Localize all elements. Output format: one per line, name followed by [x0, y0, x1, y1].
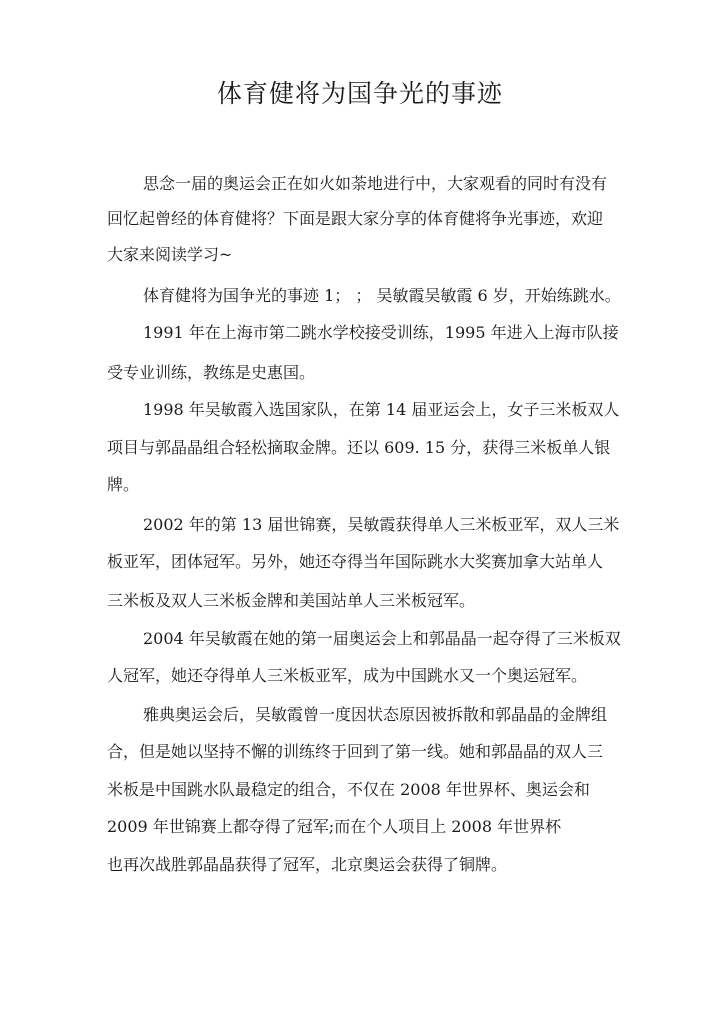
paragraph-line: 三米板及双人三米板金牌和美国站单人三米板冠军。	[107, 591, 476, 610]
paragraph-line: 1998 年吴敏霞入选国家队，在第 14 届亚运会上，女子三米板双人	[143, 400, 620, 419]
paragraph-line: 雅典奥运会后，吴敏霞曾一度因状态原因被拆散和郭晶晶的金牌组	[143, 705, 608, 724]
paragraph-line: 人冠军，她还夺得单人三米板亚军，成为中国跳水又一个奥运冠军。	[107, 666, 588, 685]
paragraph-line: 也再次战胜郭晶晶获得了冠军，北京奥运会获得了铜牌。	[107, 855, 508, 874]
paragraph-line: 2009 年世锦赛上都夺得了冠军;而在个人项目上 2008 年世界杯	[107, 817, 562, 836]
paragraph-line: 项目与郭晶晶组合轻松摘取金牌。还以 609. 15 分，获得三米板单人银	[107, 438, 611, 457]
paragraph-line: 牌。	[107, 475, 140, 494]
paragraph-line: 受专业训练，教练是史惠国。	[107, 363, 316, 382]
paragraph-line: 合，但是她以坚持不懈的训练终于回到了第一线。她和郭晶晶的双人三	[107, 742, 604, 761]
paragraph-line: 大家来阅读学习~	[107, 245, 233, 264]
paragraph-line: 米板是中国跳水队最稳定的组合，不仅在 2008 年世界杯、奥运会和	[107, 780, 590, 799]
document-title: 体育健将为国争光的事迹	[216, 79, 503, 108]
paragraph-line: 2004 年吴敏霞在她的第一届奥运会上和郭晶晶一起夺得了三米板双	[143, 629, 621, 648]
paragraph-line: 1991 年在上海市第二跳水学校接受训练，1995 年进入上海市队接	[143, 323, 619, 342]
paragraph-line: 思念一届的奥运会正在如火如荼地进行中，大家观看的同时有没有	[143, 174, 608, 193]
paragraph-line: 回忆起曾经的体育健将？下面是跟大家分享的体育健将争光事迹，欢迎	[107, 209, 604, 228]
paragraph-line: 板亚军，团体冠军。另外，她还夺得当年国际跳水大奖赛加拿大站单人	[107, 552, 604, 571]
paragraph-line: 2002 年的第 13 届世锦赛，吴敏霞获得单人三米板亚军，双人三米	[143, 515, 620, 534]
paragraph-line: 体育健将为国争光的事迹 1； ； 吴敏霞吴敏霞 6 岁，开始练跳水。	[143, 286, 621, 305]
